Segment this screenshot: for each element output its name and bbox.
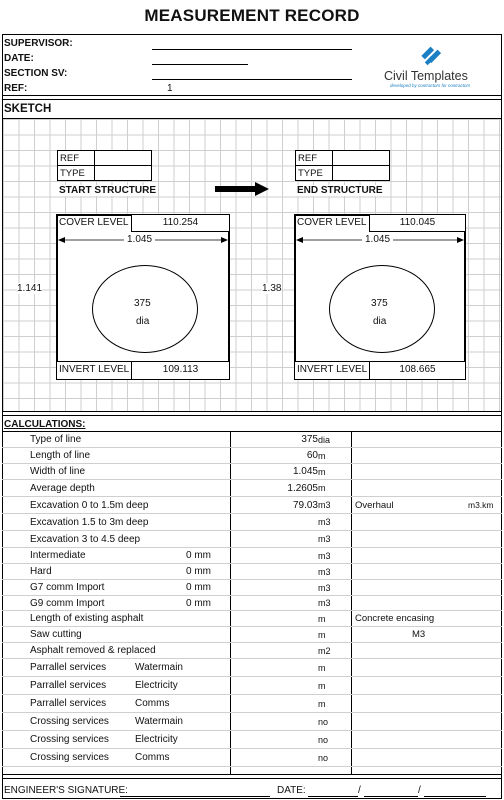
row-value[interactable]: 1.045 (292, 466, 318, 477)
divider (2, 95, 502, 96)
row-label: Parrallel services (30, 680, 107, 691)
page-title: MEASUREMENT RECORD (144, 6, 360, 25)
section-field[interactable] (152, 79, 352, 80)
row-mm-value[interactable]: 0 mm (186, 550, 211, 561)
date-label: DATE: (4, 53, 34, 64)
row-unit: dia (318, 434, 331, 445)
table-row (2, 432, 502, 448)
start-invert-label: INVERT LEVEL (59, 364, 130, 375)
end-pipe-circle (329, 265, 435, 353)
divider (2, 415, 502, 416)
row-unit: m2 (318, 645, 331, 656)
start-cover-value[interactable]: 110.254 (131, 214, 230, 232)
end-type-label: TYPE (295, 165, 333, 181)
row-label: Length of line (30, 450, 91, 461)
start-ref-field[interactable] (94, 150, 152, 166)
date-day-field[interactable] (308, 796, 358, 797)
start-pipe-circle (92, 265, 198, 353)
date-year-field[interactable] (424, 796, 486, 797)
row-sublabel: Watermain (135, 662, 183, 673)
date-month-field[interactable] (364, 796, 418, 797)
row-value[interactable]: 79.03 (292, 499, 318, 511)
row-unit: m (318, 629, 326, 640)
end-invert-label: INVERT LEVEL (297, 364, 368, 375)
start-pipe-size: 375 (134, 298, 151, 309)
end-cover-value[interactable]: 110.045 (369, 214, 466, 232)
end-pipe-unit: dia (373, 316, 387, 327)
sketch-heading: SKETCH (4, 103, 52, 115)
divider (2, 774, 502, 775)
table-row (2, 627, 502, 643)
row-note[interactable]: Concrete encasing (355, 613, 435, 624)
table-row (2, 731, 502, 749)
logo-tagline: developed by contractors for contractors (390, 83, 471, 88)
row-label: Asphalt removed & replaced (30, 645, 156, 656)
table-row (2, 749, 502, 767)
row-sublabel: Comms (135, 752, 170, 763)
row-unit: m3 (318, 582, 331, 593)
start-pipe-unit: dia (136, 316, 150, 327)
section-label: SECTION SV: (4, 68, 68, 79)
date-field[interactable] (152, 64, 248, 65)
row-unit: m3 (318, 534, 331, 544)
divider (2, 411, 502, 412)
table-row (2, 497, 502, 514)
row-label: Intermediate (30, 550, 86, 561)
row-label: Excavation 0 to 1.5m deep (30, 499, 149, 511)
row-unit: m (318, 698, 326, 709)
table-row (2, 611, 502, 627)
row-unit: no (318, 752, 329, 763)
row-unit: m (318, 662, 326, 673)
row-value[interactable]: 1.2605 (287, 482, 318, 494)
table-row (2, 596, 502, 611)
row-note-unit: m3.km (468, 500, 494, 510)
end-cover-label: COVER LEVEL (297, 217, 367, 228)
start-width-value: 1.045 (124, 234, 155, 245)
divider (2, 99, 502, 100)
start-type-field[interactable] (94, 165, 152, 181)
table-row (2, 480, 502, 497)
calculations-heading: CALCULATIONS: (4, 419, 86, 430)
row-label: Excavation 3 to 4.5 deep (30, 533, 141, 545)
start-depth-value: 1.141 (17, 283, 43, 294)
row-label: Average depth (30, 482, 95, 494)
row-sublabel: Electricity (135, 680, 178, 691)
end-pipe-size: 375 (371, 298, 388, 309)
end-ref-label: REF (295, 150, 333, 166)
row-mm-value[interactable]: 0 mm (186, 566, 211, 577)
end-type-field[interactable] (332, 165, 390, 181)
end-depth-value: 1.38 (262, 283, 282, 294)
table-row (2, 580, 502, 596)
row-unit: m3 (318, 566, 331, 577)
row-mm-value[interactable]: 0 mm (186, 582, 211, 593)
start-invert-value[interactable]: 109.113 (131, 361, 230, 380)
row-unit: no (318, 716, 329, 727)
row-unit: m (318, 466, 326, 477)
row-note[interactable]: M3 (412, 629, 426, 640)
table-row (2, 659, 502, 677)
table-row (2, 564, 502, 580)
row-unit: m3 (318, 517, 331, 527)
start-cover-label: COVER LEVEL (59, 217, 129, 228)
supervisor-field[interactable] (152, 49, 352, 50)
row-unit: m (318, 450, 326, 461)
row-label: Width of line (30, 466, 86, 477)
table-row (2, 448, 502, 464)
ref-value[interactable]: 1 (167, 83, 173, 94)
signature-label: ENGINEER'S SIGNATURE: (4, 785, 128, 796)
supervisor-label: SUPERVISOR: (4, 38, 73, 49)
row-value[interactable]: 375 (301, 434, 318, 445)
row-unit: m3 (318, 598, 331, 608)
row-label: G9 comm Import (30, 597, 105, 609)
end-invert-value[interactable]: 108.665 (369, 361, 466, 380)
row-label: Saw cutting (30, 629, 82, 640)
footer-date-label: DATE: (277, 785, 306, 796)
end-structure-label: END STRUCTURE (297, 185, 383, 196)
row-sublabel: Electricity (135, 734, 178, 745)
row-sublabel: Watermain (135, 716, 183, 727)
row-unit: no (318, 734, 329, 745)
ref-label: REF: (4, 83, 28, 94)
row-label: G7 comm Import (30, 582, 105, 593)
table-row (2, 695, 502, 713)
table-row (2, 531, 502, 548)
row-label: Type of line (30, 434, 82, 445)
table-row (2, 643, 502, 659)
date-separator: / (418, 785, 421, 796)
row-label: Crossing services (30, 734, 109, 745)
start-structure-label: START STRUCTURE (59, 185, 157, 196)
row-label: Length of existing asphalt (30, 613, 144, 624)
row-unit: m3 (318, 500, 331, 510)
row-label: Parrallel services (30, 698, 107, 709)
row-value[interactable]: 60 (306, 450, 318, 461)
row-sublabel: Comms (135, 698, 170, 709)
row-unit: m (318, 680, 326, 691)
table-row (2, 713, 502, 731)
row-label: Hard (30, 566, 52, 577)
logo-name: Civil Templates (384, 69, 468, 83)
table-row (2, 464, 502, 480)
civil-templates-logo-icon (418, 42, 446, 68)
row-label: Parrallel services (30, 662, 107, 673)
end-width-value: 1.045 (362, 234, 393, 245)
row-mm-value[interactable]: 0 mm (186, 597, 211, 609)
row-label: Crossing services (30, 716, 109, 727)
row-unit: m (318, 483, 326, 493)
start-ref-label: REF (57, 150, 95, 166)
row-unit: m3 (318, 550, 331, 561)
table-row (2, 548, 502, 564)
divider (2, 778, 502, 779)
row-label: Excavation 1.5 to 3m deep (30, 516, 149, 528)
signature-field[interactable] (120, 796, 270, 797)
table-row (2, 677, 502, 695)
row-unit: m (318, 613, 326, 624)
end-ref-field[interactable] (332, 150, 390, 166)
table-row (2, 514, 502, 531)
arrow-right-icon (215, 182, 269, 199)
start-type-label: TYPE (57, 165, 95, 181)
row-label: Crossing services (30, 752, 109, 763)
row-note[interactable]: Overhaul (355, 499, 394, 511)
date-separator: / (358, 785, 361, 796)
